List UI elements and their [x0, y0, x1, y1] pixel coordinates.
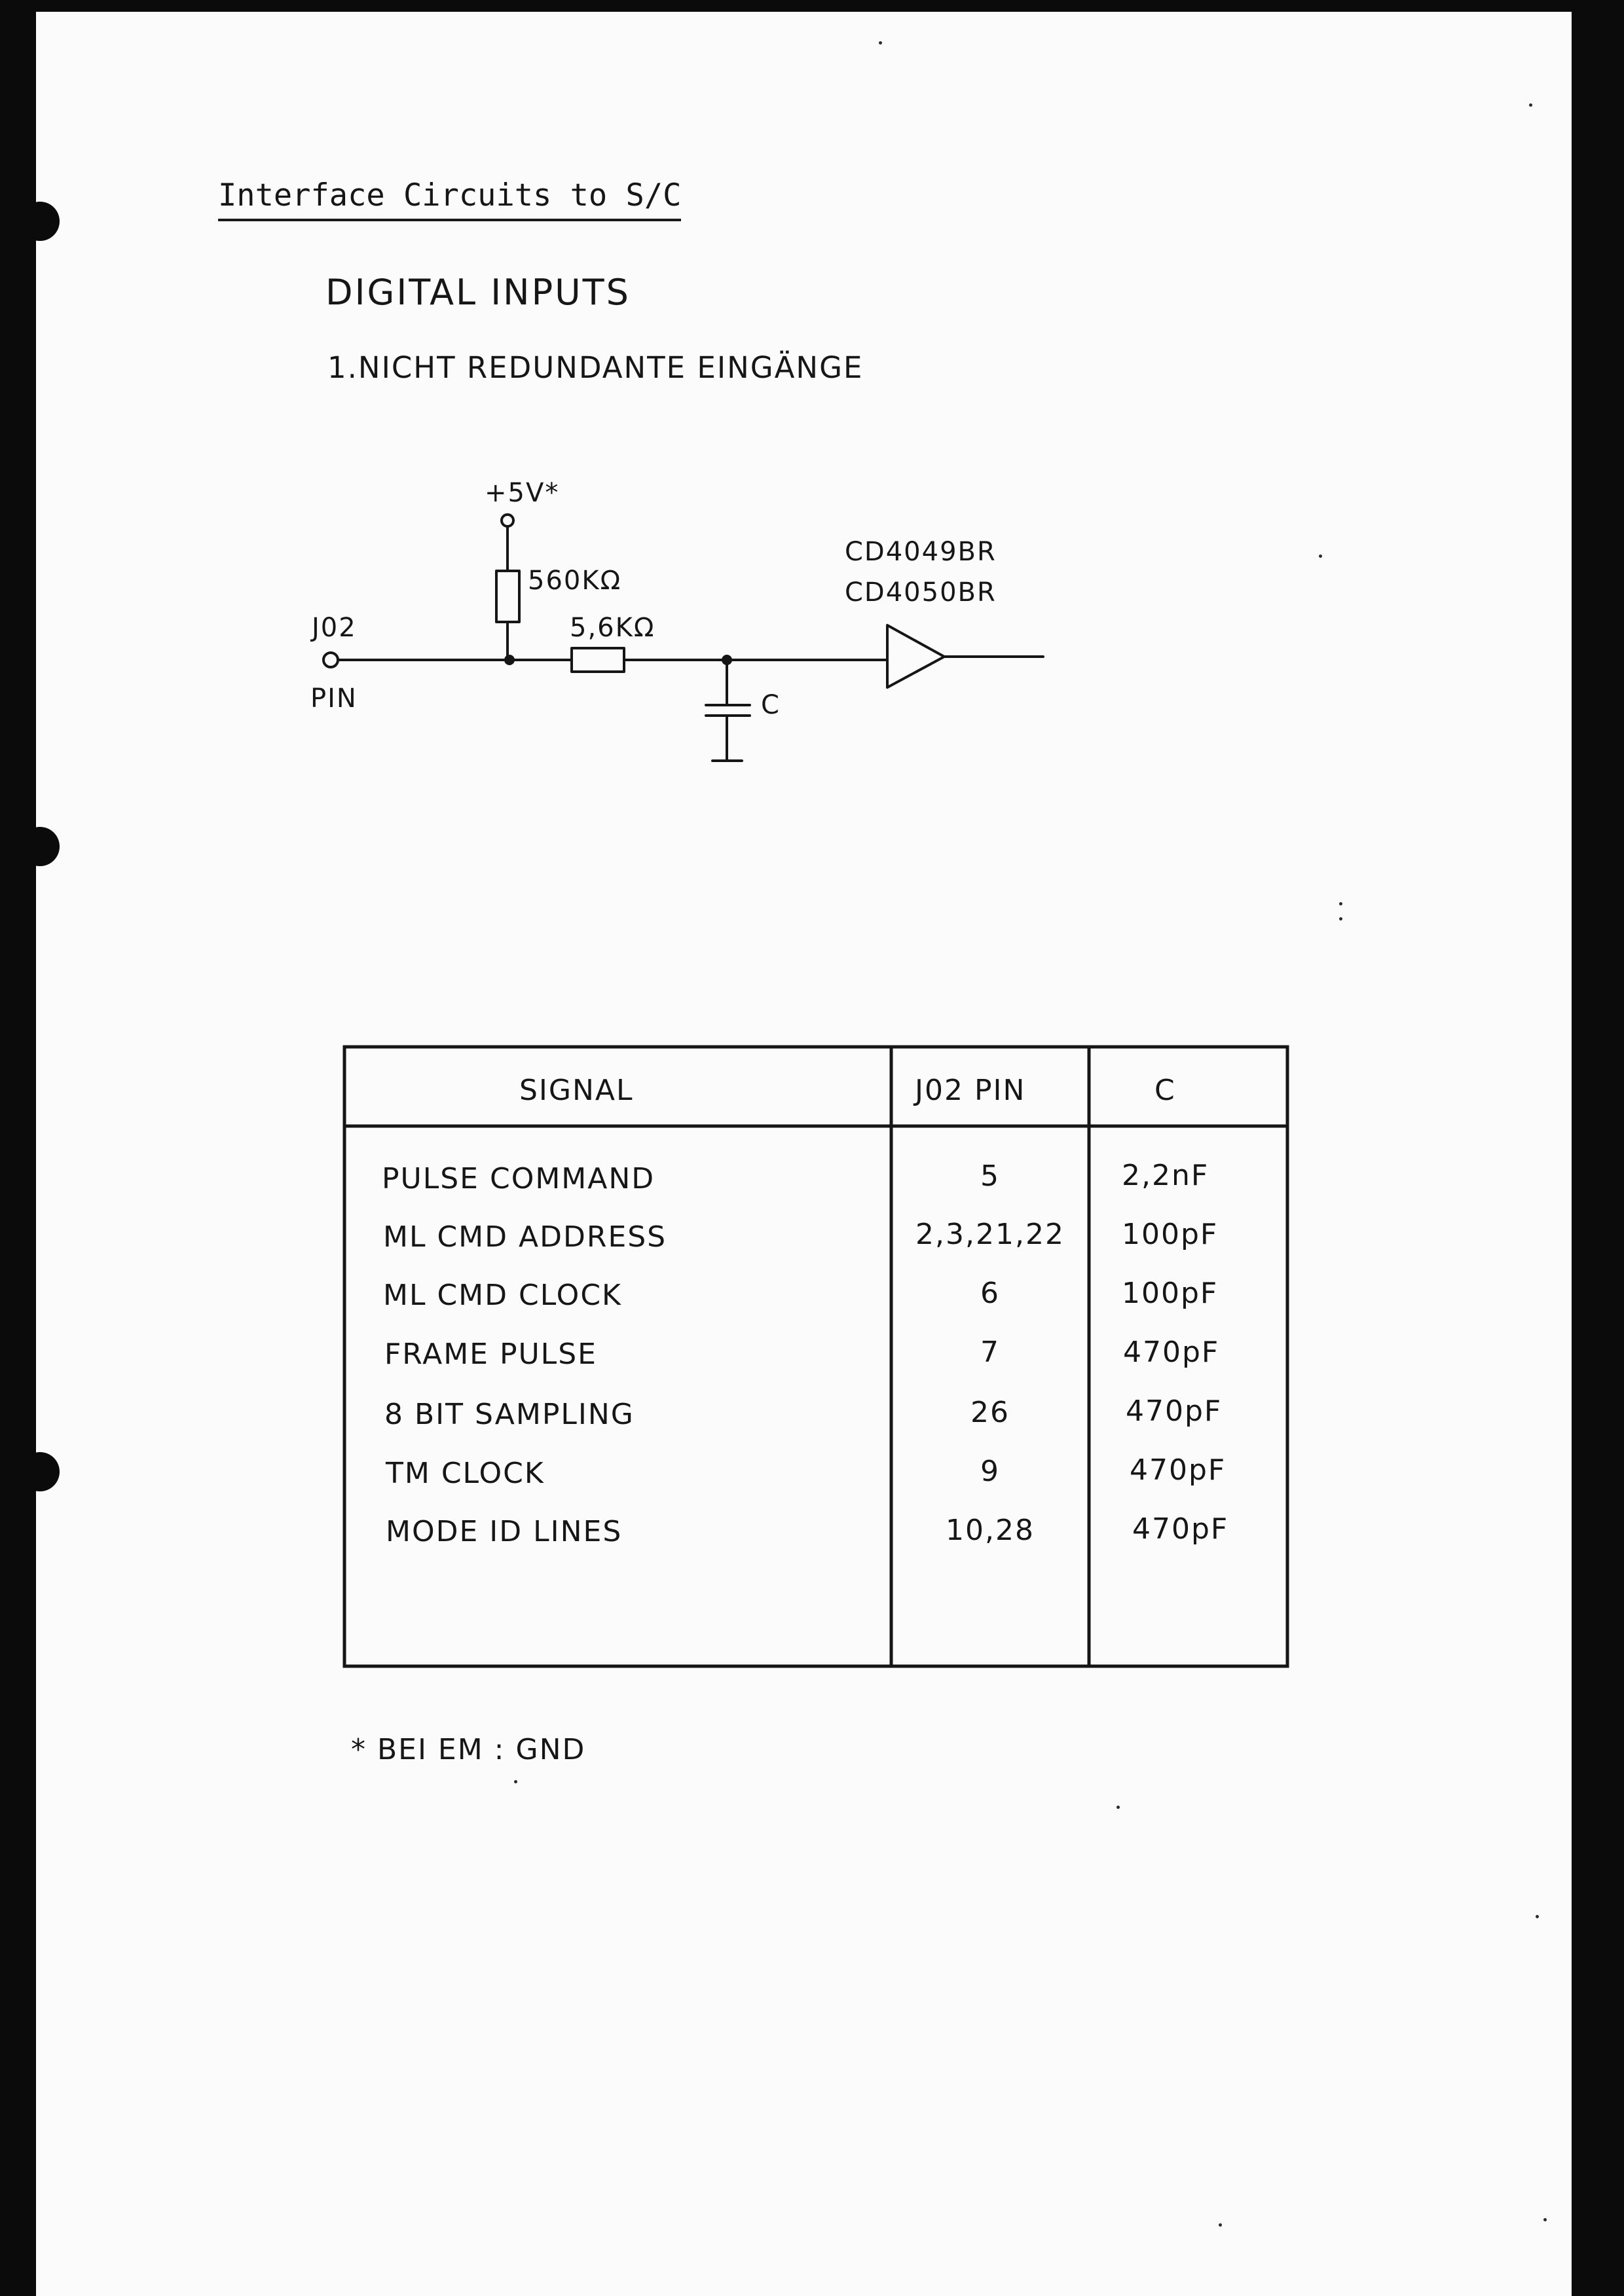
- junction-dot: [722, 655, 732, 665]
- buffer-part-label: CD4049BR: [845, 537, 997, 567]
- pullup-resistor: [496, 571, 519, 622]
- capacitor-label: C: [761, 690, 781, 720]
- capacitance-cell: 2,2nF: [1122, 1159, 1209, 1192]
- pin-cell: 5: [980, 1159, 1000, 1193]
- signal-cell: ML CMD CLOCK: [383, 1279, 622, 1312]
- document-title: Interface Circuits to S/C: [218, 177, 681, 221]
- pullup-resistor-label: 560KΩ: [528, 566, 622, 596]
- pin-cell: 7: [980, 1336, 1000, 1369]
- signal-cell: FRAME PULSE: [384, 1338, 597, 1371]
- pin-cell: 9: [980, 1455, 1000, 1488]
- capacitance-cell: 470pF: [1126, 1394, 1223, 1428]
- section-subheading: 1.NICHT REDUNDANTE EINGÄNGE: [327, 350, 864, 385]
- signal-cell: PULSE COMMAND: [382, 1162, 655, 1195]
- capacitance-cell: 470pF: [1123, 1336, 1220, 1369]
- pin-cell: 6: [980, 1277, 1000, 1310]
- section-heading: DIGITAL INPUTS: [325, 272, 631, 313]
- supply-terminal: [502, 515, 513, 526]
- header-capacitance: C: [1154, 1074, 1176, 1107]
- capacitance-cell: 100pF: [1122, 1218, 1219, 1251]
- series-resistor: [572, 648, 624, 672]
- pin-label: PIN: [310, 683, 358, 714]
- signal-cell: MODE ID LINES: [386, 1515, 623, 1548]
- capacitance-cell: 470pF: [1130, 1453, 1227, 1487]
- input-pin-terminal: [323, 653, 338, 667]
- header-signal: SIGNAL: [519, 1074, 634, 1107]
- buffer-symbol: [887, 625, 944, 687]
- pin-cell: 10,28: [946, 1514, 1035, 1547]
- footnote: * BEI EM : GND: [351, 1733, 586, 1766]
- pin-cell: 26: [970, 1396, 1010, 1429]
- signal-cell: 8 BIT SAMPLING: [384, 1398, 635, 1431]
- header-pin: J02 PIN: [915, 1074, 1026, 1107]
- series-resistor-label: 5,6KΩ: [570, 613, 655, 643]
- junction-dot: [504, 655, 515, 665]
- capacitance-cell: 470pF: [1132, 1512, 1229, 1546]
- signal-cell: ML CMD ADDRESS: [383, 1220, 667, 1254]
- signal-table: [342, 1045, 1289, 1668]
- buffer-part-label: CD4050BR: [845, 577, 997, 608]
- capacitance-cell: 100pF: [1122, 1277, 1219, 1310]
- connector-label: J02: [312, 613, 357, 643]
- pin-cell: 2,3,21,22: [915, 1218, 1065, 1251]
- supply-label: +5V*: [485, 478, 560, 508]
- signal-cell: TM CLOCK: [386, 1457, 545, 1490]
